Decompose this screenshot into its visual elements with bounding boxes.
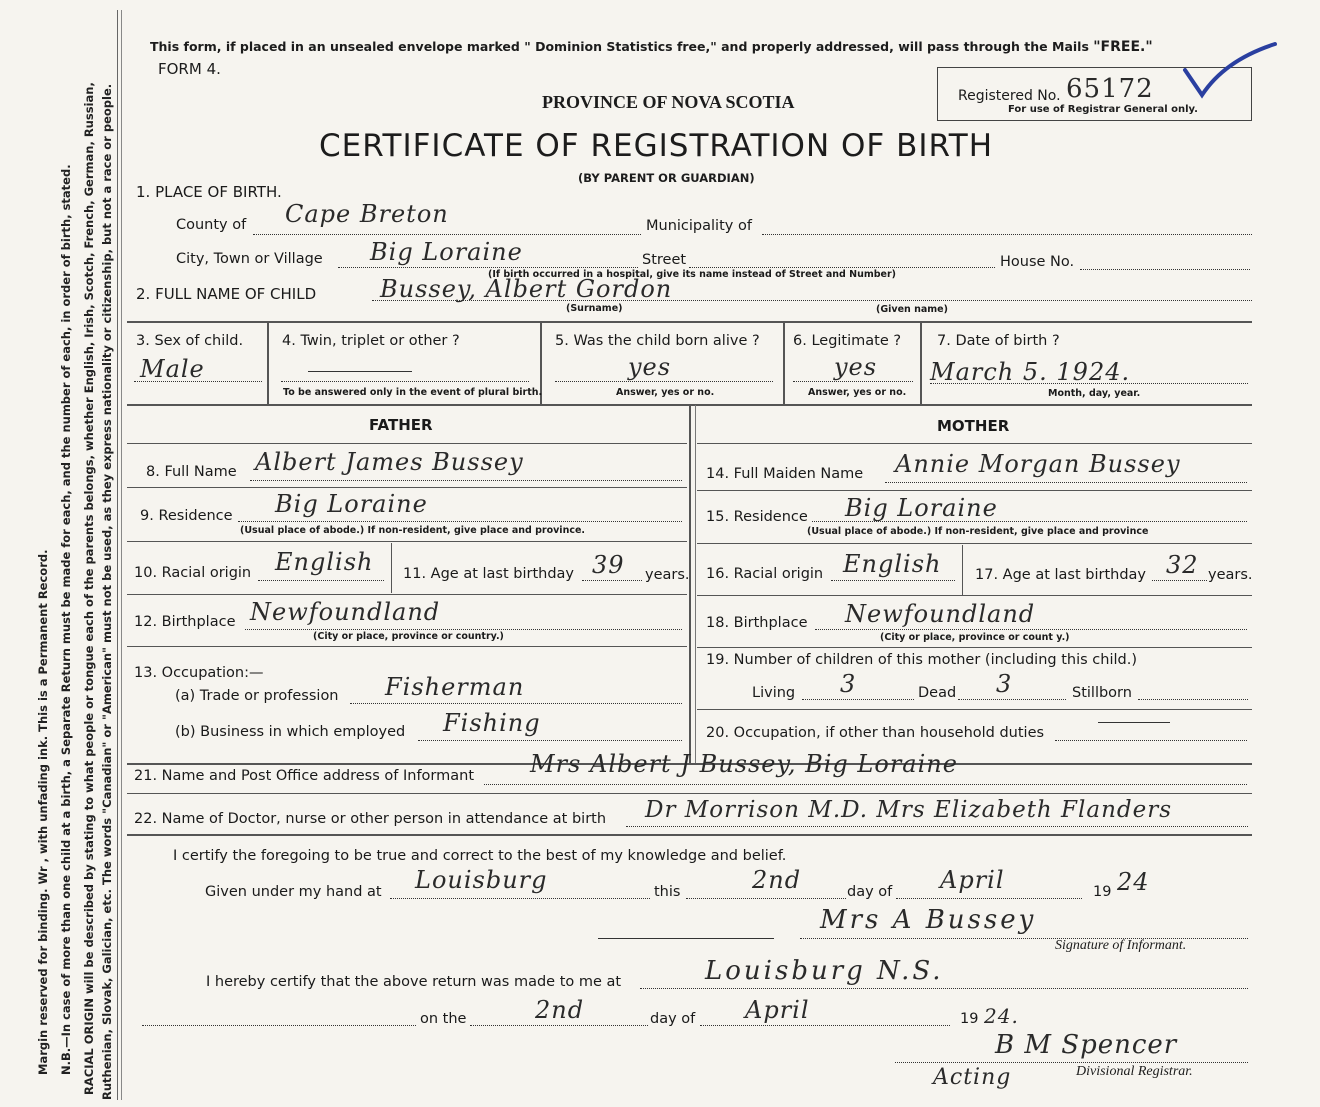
given-place: Louisburg — [415, 866, 548, 894]
rule-15 — [697, 543, 1252, 544]
mother-residence-note: (Usual place of abode.) If non-resident, give place and province — [807, 526, 1149, 537]
this-line — [686, 898, 846, 899]
mother-birthplace-line — [815, 629, 1247, 630]
dead-label: Dead — [918, 685, 957, 701]
rule-10 — [127, 594, 687, 595]
rule-18 — [697, 647, 1252, 648]
dob-note: Month, day, year. — [1048, 388, 1141, 399]
registrar-place-line — [640, 988, 1248, 989]
legitimate-line — [793, 381, 913, 382]
mother-residence-line — [812, 521, 1247, 522]
day-of-value: April — [940, 866, 1005, 894]
rule-16 — [697, 595, 1252, 596]
on-the-label: on the — [420, 1011, 467, 1027]
dob-label: 7. Date of birth ? — [937, 333, 1060, 349]
father-racial-value: English — [275, 548, 374, 576]
informant-value: Mrs Albert J Bussey, Big Loraine — [530, 750, 958, 778]
father-name-line — [250, 480, 682, 481]
surname-note: (Surname) — [566, 303, 623, 314]
father-birthplace-label: 12. Birthplace — [134, 614, 236, 630]
rule-9 — [127, 541, 687, 542]
street-label: Street — [642, 252, 687, 268]
vrule-4 — [920, 322, 922, 404]
dead-line — [958, 699, 1066, 700]
legitimate-value: yes — [834, 353, 878, 381]
father-residence-label: 9. Residence — [140, 508, 233, 524]
acting-label: Acting — [933, 1065, 1012, 1090]
business-value: Fishing — [443, 709, 541, 737]
mother-age-label: 17. Age at last birthday — [975, 567, 1147, 583]
place-of-birth-heading: 1. PLACE OF BIRTH. — [136, 183, 282, 201]
margin-note-2: N.B.—In case of more than one child at a birth, a Separate Return must be made for each, and the number of each, in order of birth, stated. — [59, 164, 73, 1075]
rule-19 — [697, 709, 1252, 710]
vrule-1 — [267, 322, 269, 404]
mother-age-value: 32 — [1166, 551, 1199, 579]
twin-note: To be answered only in the event of plural birth. — [283, 387, 543, 398]
alive-note: Answer, yes or no. — [616, 387, 715, 398]
legitimate-note: Answer, yes or no. — [808, 387, 907, 398]
this-value: 2nd — [752, 866, 802, 894]
twin-label: 4. Twin, triplet or other ? — [282, 333, 460, 349]
rule-21 — [127, 793, 1252, 794]
divisional-registrar-label: Divisional Registrar. — [1076, 1064, 1193, 1079]
business-line — [418, 740, 682, 741]
trade-label: (a) Trade or profession — [175, 688, 339, 704]
year2-value: 24. — [984, 1004, 1019, 1028]
form-number: FORM 4. — [158, 60, 221, 78]
doctor-value: Dr Morrison M.D. Mrs Elizabeth Flanders — [645, 797, 1173, 823]
registrar-statement: I hereby certify that the above return was made to me at — [206, 974, 622, 990]
county-line — [253, 234, 641, 235]
rule-14 — [697, 490, 1252, 491]
alive-label: 5. Was the child born alive ? — [555, 333, 760, 349]
dob-value: March 5. 1924. — [930, 358, 1131, 386]
twin-dash — [308, 371, 412, 372]
province-title: PROVINCE OF NOVA SCOTIA — [542, 92, 795, 112]
given-place-line — [390, 898, 650, 899]
day-of2-value: April — [745, 996, 810, 1024]
mother-residence-value: Big Loraine — [845, 494, 998, 522]
parents-divider — [689, 405, 691, 763]
father-birthplace-value: Newfoundland — [250, 598, 441, 626]
house-line — [1080, 269, 1250, 270]
county-value: Cape Breton — [285, 200, 449, 228]
living-label: Living — [752, 685, 796, 701]
margin-note-1: Margin reserved for binding. Wr , with unfading ink. This is a Permanent Record. — [36, 549, 50, 1075]
mother-birthplace-value: Newfoundland — [845, 600, 1036, 628]
children-label: 19. Number of children of this mother (including this child.) — [706, 652, 1137, 668]
municipality-label: Municipality of — [646, 218, 752, 234]
certificate-title: CERTIFICATE OF REGISTRATION OF BIRTH — [319, 128, 994, 164]
father-heading: FATHER — [369, 416, 433, 434]
rule-22 — [127, 834, 1252, 836]
registrar-place: Louisburg N.S. — [705, 956, 944, 986]
day-of-label: day of — [847, 884, 893, 900]
year-value: 24 — [1117, 868, 1150, 896]
dead-value: 3 — [996, 670, 1013, 698]
mother-age-suffix: years. — [1208, 567, 1253, 583]
margin-note-4: Ruthenian, Slovak, Galician, etc. The words "Canadian" or "American" must not be used, as they express nationality or citizenship, but not a race or people. — [100, 83, 114, 1100]
living-line — [802, 699, 914, 700]
sex-line — [134, 381, 262, 382]
mother-heading-rule — [697, 443, 1252, 444]
parents-divider-2 — [695, 405, 696, 763]
day-of-line — [896, 898, 1082, 899]
city-line — [338, 267, 638, 268]
alive-value: yes — [628, 353, 672, 381]
trade-value: Fisherman — [385, 673, 525, 701]
day-of2-label: day of — [650, 1011, 696, 1027]
mother-birthplace-label: 18. Birthplace — [706, 615, 808, 631]
certificate-subtitle: (BY PARENT OR GUARDIAN) — [578, 171, 755, 185]
sex-label: 3. Sex of child. — [136, 333, 244, 349]
father-name-label: 8. Full Name — [146, 464, 237, 480]
father-age-line — [582, 580, 642, 581]
father-residence-note: (Usual place of abode.) If non-resident, give place and province. — [240, 525, 586, 536]
municipality-line — [762, 234, 1252, 235]
mother-age-line — [1152, 580, 1207, 581]
signature-rule — [598, 938, 774, 939]
this-label: this — [654, 884, 681, 900]
rule-top — [127, 321, 1252, 323]
registrar-signature: B M Spencer — [995, 1030, 1178, 1060]
stillborn-label: Stillborn — [1072, 685, 1132, 701]
mail-free: "FREE." — [1093, 39, 1153, 55]
binding-line — [117, 10, 118, 1100]
mother-birthplace-note: (City or place, province or count y.) — [880, 632, 1070, 643]
legitimate-label: 6. Legitimate ? — [793, 333, 902, 349]
mother-name-value: Annie Morgan Bussey — [895, 450, 1181, 478]
mother-residence-label: 15. Residence — [706, 509, 808, 525]
rule-12 — [127, 646, 687, 647]
father-name-value: Albert James Bussey — [255, 448, 524, 476]
father-birthplace-note: (City or place, province or country.) — [313, 631, 504, 642]
father-heading-rule — [127, 443, 687, 444]
father-birthplace-line — [245, 629, 682, 630]
year2-prefix: 19 — [960, 1011, 979, 1027]
dob-line — [930, 383, 1248, 384]
twin-line — [281, 381, 529, 382]
business-label: (b) Business in which employed — [175, 724, 406, 740]
father-age-suffix: years. — [645, 567, 690, 583]
mother-name-line — [885, 482, 1247, 483]
given-name-note: (Given name) — [876, 304, 948, 315]
signature-informant-label: Signature of Informant. — [1055, 938, 1187, 953]
mother-racial-label: 16. Racial origin — [706, 566, 824, 582]
on-the-line — [470, 1025, 648, 1026]
city-value: Big Loraine — [370, 238, 523, 266]
informant-line — [484, 784, 1247, 785]
mother-racial-divider — [962, 545, 963, 595]
checkmark-icon — [1180, 40, 1280, 100]
county-label: County of — [176, 217, 247, 233]
child-name-label: 2. FULL NAME OF CHILD — [136, 285, 317, 303]
alive-line — [555, 381, 773, 382]
mail-notice-text: This form, if placed in an unsealed envelope marked " Dominion Statistics free," and properly addressed, will pass through the Mails — [150, 39, 1089, 54]
house-label: House No. — [1000, 254, 1075, 270]
registered-value: 65172 — [1066, 74, 1154, 104]
father-residence-line — [238, 521, 682, 522]
father-age-label: 11. Age at last birthday — [403, 566, 575, 582]
stillborn-line — [1138, 699, 1248, 700]
mother-racial-line — [831, 580, 955, 581]
doctor-label: 22. Name of Doctor, nurse or other person in attendance at birth — [134, 811, 607, 827]
registrar-use-note: For use of Registrar General only. — [1008, 104, 1198, 115]
registrar-signature-line — [895, 1062, 1248, 1063]
hospital-note: (If birth occurred in a hospital, give its name instead of Street and Number) — [488, 269, 897, 280]
registered-label: Registered No. — [958, 88, 1061, 104]
mother-occupation-label: 20. Occupation, if other than household duties — [706, 725, 1045, 741]
mother-occupation-dash — [1098, 722, 1170, 723]
child-name-line — [372, 300, 1252, 301]
street-line — [689, 267, 995, 268]
year-prefix: 19 — [1093, 884, 1112, 900]
mother-heading: MOTHER — [937, 417, 1010, 435]
father-residence-value: Big Loraine — [275, 490, 428, 518]
binding-line-2 — [121, 10, 122, 1100]
father-occupation-label: 13. Occupation:— — [134, 665, 264, 681]
mother-name-label: 14. Full Maiden Name — [706, 466, 864, 482]
father-age-value: 39 — [592, 551, 625, 579]
informant-label: 21. Name and Post Office address of Informant — [134, 768, 475, 784]
trade-line — [350, 703, 682, 704]
mother-racial-value: English — [843, 550, 942, 578]
given-label: Given under my hand at — [205, 884, 382, 900]
on-the-value: 2nd — [535, 996, 585, 1024]
child-name-value: Bussey, Albert Gordon — [380, 275, 673, 303]
margin-note-3: RACIAL ORIGIN will be described by stating to what people or tongue each of the parents belongs, whether English, Irish, Scotch, French, German, Russian, — [82, 82, 96, 1095]
city-label: City, Town or Village — [176, 251, 323, 267]
rule-8 — [127, 487, 687, 488]
sex-value: Male — [140, 355, 205, 383]
father-racial-label: 10. Racial origin — [134, 565, 252, 581]
father-racial-line — [258, 580, 384, 581]
doctor-line — [626, 826, 1248, 827]
on-the-leadin — [142, 1025, 416, 1026]
mother-occupation-line — [1055, 740, 1247, 741]
mail-notice — [150, 39, 1153, 55]
day-of2-line — [700, 1025, 950, 1026]
living-value: 3 — [840, 670, 857, 698]
vrule-3 — [783, 322, 785, 404]
informant-signature: Mrs A Bussey — [820, 905, 1037, 935]
certify-statement: I certify the foregoing to be true and correct to the best of my knowledge and belief. — [173, 848, 787, 864]
father-racial-divider — [391, 543, 392, 593]
